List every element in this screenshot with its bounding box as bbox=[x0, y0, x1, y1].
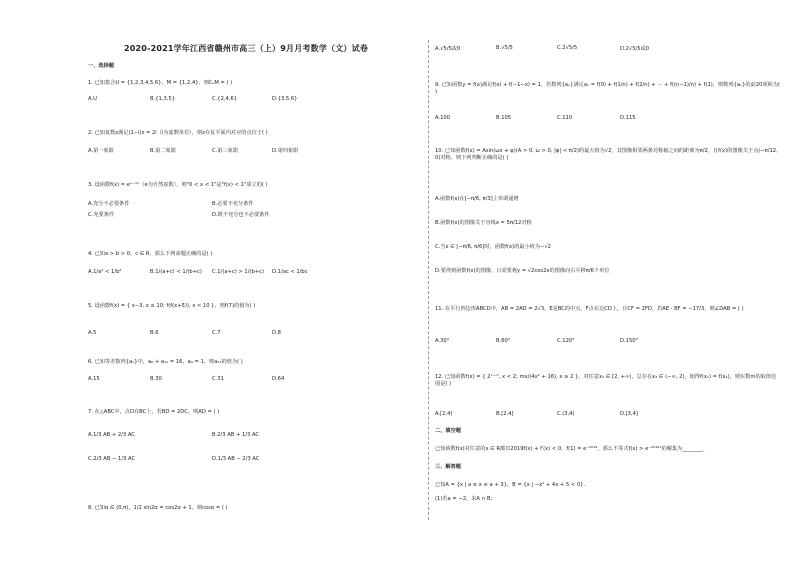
q11-option-a: A.30° bbox=[435, 338, 450, 344]
question-11: 11. 在平行四边形ABCD中，AB = 2AD = 2√3，E是BC的中点，F点在边CD上，且CF = 2FD，若AE · BF = −17/3，则∠DAB = ( ) bbox=[435, 306, 744, 312]
q10-option-a: A.函数f(x)在[−π/6, π/3]上单调递增 bbox=[435, 196, 519, 202]
q12-option-c: C.(3,4) bbox=[557, 411, 575, 417]
q4-option-b: B.1/(a+c) < 1/(b+c) bbox=[150, 269, 202, 275]
question-1: 1. 已知集合U = {1,2,3,4,5,6}，M = {1,2,4}，则∁ᵤM = ( ) bbox=[88, 80, 233, 86]
q10-option-d: D.要得到函数f(x)的图像，只需要将y = √2cos2x的图像向右平移π/6个单位 bbox=[435, 268, 610, 274]
q11-option-d: D.150° bbox=[620, 338, 639, 344]
q3-option-a: A.充分不必要条件 bbox=[88, 201, 130, 207]
q7-option-a: A.1/3 AB + 2/3 AC bbox=[88, 432, 135, 438]
q12-option-b: B.[2,4] bbox=[496, 411, 514, 417]
question-9: 9. 已知函数y = f(x)满足f(x) + f(−1−x) = 1，若数列{aₙ}满足aₙ = f(0) + f(1/n) + f(2/n) + ⋯ + f((n−1)/n) + f(1)，则数列{aₙ}的前20项和为( ) bbox=[435, 82, 780, 95]
q7-option-c: C.2/3 AB − 1/3 AC bbox=[88, 456, 136, 462]
q1-option-b: B.{1,3,5} bbox=[150, 96, 176, 102]
question-2: 2. 已知复数z满足(1−i)z = 2i（i为虚数单位），则z在复平面内对应的点位于( ) bbox=[88, 130, 268, 136]
section-fill: 二、填空题 bbox=[435, 428, 461, 434]
q6-option-d: D.64 bbox=[272, 376, 285, 382]
q8-option-a: A.√5/5或0 bbox=[435, 46, 461, 52]
q9-option-c: C.110 bbox=[557, 115, 573, 121]
answer-question-part1: (1)若a = −2，求A ∩ B； bbox=[435, 496, 496, 502]
question-3: 3. 设函数f(x) = eˣ⁻¹ˣ（e为自然底数），则"0 < x < 1"是"f(x) < 1"成立的( ) bbox=[88, 182, 268, 188]
q12-option-a: A.[2,4) bbox=[435, 411, 453, 417]
section-answer: 三、解答题 bbox=[435, 464, 461, 470]
q6-option-b: B.30 bbox=[150, 376, 162, 382]
q3-option-d: D.既不充分也不必要条件 bbox=[212, 212, 270, 218]
q4-option-a: A.1/a² < 1/b² bbox=[88, 269, 122, 275]
q5-option-a: A.5 bbox=[88, 330, 97, 336]
q9-option-d: D.115 bbox=[620, 115, 636, 121]
q5-option-c: C.7 bbox=[212, 330, 221, 336]
question-8: 8. 已知α ∈ (0,π)，1/2 sin2α = cos2α + 1，则cosα = ( ) bbox=[88, 505, 228, 511]
question-4: 4. 已知a > b > 0，c ∈ R，那么下列命题正确的是( ) bbox=[88, 251, 213, 257]
q3-option-c: C.充要条件 bbox=[88, 212, 115, 218]
q7-option-d: D.1/3 AB − 2/3 AC bbox=[212, 456, 260, 462]
question-6: 6. 已知等差数列{aₙ}中，a₆ + a₁₁ = 16，a₄ = 1，则a₁₃的值为( ) bbox=[88, 359, 243, 365]
fill-question: 已知函数f(x)对任意的x ∈ R都有2019f(x) + f′(x) < 0，f(1) = e⁻²⁰¹⁹，那么不等式f(x) > e⁻²⁰¹⁹ˣ的解集为________. bbox=[435, 446, 705, 452]
q2-option-c: C.第三象限 bbox=[212, 148, 239, 154]
q8-option-c: C.2√5/5 bbox=[557, 45, 578, 51]
section-choice: 一、选择题 bbox=[88, 63, 114, 69]
q4-option-c: C.1/(a+c) > 1/(b+c) bbox=[212, 269, 264, 275]
q9-option-b: B.105 bbox=[496, 115, 512, 121]
q1-option-c: C.{2,4,6} bbox=[212, 96, 238, 102]
question-10: 10. 已知函数f(x) = Asin(ωx + φ)(A > 0, ω > 0, |φ| < π/2)的最大值为√2，其图像相邻两条对称轴之间的距离为π/2，且f(x)的图像关于点(−π/12, 0)对称，则下列判断正确的是( ) bbox=[435, 148, 778, 161]
q6-option-c: C.31 bbox=[212, 376, 224, 382]
q1-option-d: D.{3,5,6} bbox=[272, 96, 298, 102]
q9-option-a: A.100 bbox=[435, 115, 451, 121]
q5-option-d: D.8 bbox=[272, 330, 281, 336]
q5-option-b: B.6 bbox=[150, 330, 159, 336]
q4-option-d: D.1/ac < 1/bc bbox=[272, 269, 308, 275]
answer-question-stem: 已知A = {x | a ≤ x ≤ a + 3}，B = {x | −x² + 4x + 5 < 0}. bbox=[435, 482, 586, 488]
q7-option-b: B.2/3 AB + 1/3 AC bbox=[212, 432, 260, 438]
q2-option-a: A.第一象限 bbox=[88, 148, 114, 154]
question-12: 12. 已知函数f(x) = { 2ˣ⁻ᵐ, x < 2; mx/(4x² + 16), x ≥ 2 }，对任意x₁ ∈ [2, +∞)，总存在x₂ ∈ (−∞, 2)，使得f(x₁) = f(x₂)，则实数m的取值范围是( ) bbox=[435, 374, 777, 387]
q8-option-d: D.2√5/5或0 bbox=[620, 46, 650, 52]
q11-option-b: B.60° bbox=[496, 338, 511, 344]
column-divider bbox=[428, 40, 429, 520]
q1-option-a: A.U bbox=[88, 96, 97, 102]
question-7: 7. 在△ABC中，点D在BC上，若BD = 2DC，则AD = ( ) bbox=[88, 409, 220, 415]
q3-option-b: B.必要不充分条件 bbox=[212, 201, 254, 207]
exam-title: 2020-2021学年江西省赣州市高三（上）9月月考数学（文）试卷 bbox=[124, 44, 369, 53]
q10-option-b: B.函数f(x)的图像关于直线x = 5π/12对称 bbox=[435, 220, 532, 226]
q11-option-c: C.120° bbox=[557, 338, 575, 344]
q2-option-b: B.第二象限 bbox=[150, 148, 176, 154]
q2-option-d: D.第四象限 bbox=[272, 148, 299, 154]
q8-option-b: B.√5/5 bbox=[496, 45, 513, 51]
q10-option-c: C.当x ∈ [−π/6, π/6]时，函数f(x)的最小值为−√2 bbox=[435, 244, 551, 250]
q12-option-d: D.[3,4] bbox=[620, 411, 638, 417]
q6-option-a: A.15 bbox=[88, 376, 100, 382]
question-5: 5. 设函数f(x) = { x−3, x ≥ 10; f(f(x+5)), x < 10 }，则f(7)的值为( ) bbox=[88, 303, 256, 309]
